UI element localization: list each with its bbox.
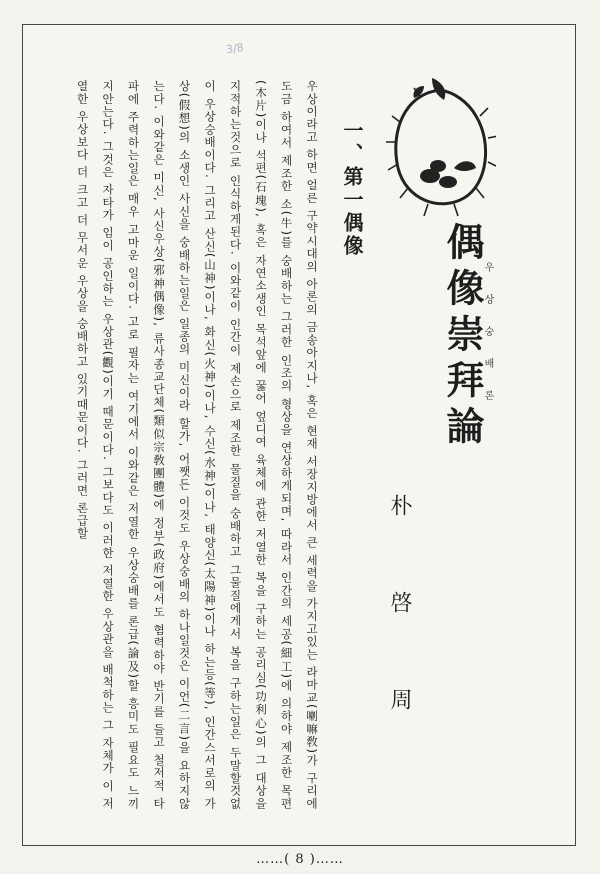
archive-stamp: 3/8 <box>225 40 245 57</box>
section-heading: 一、第一偶像 <box>340 120 364 258</box>
wreath-emblem-icon <box>384 72 496 220</box>
page-number: ……( 8 )…… <box>256 852 344 867</box>
author-name: 朴 啓 周 <box>387 494 412 744</box>
article-title: 偶像崇拜論 <box>440 222 485 452</box>
article-title-reading: 우상숭배론 <box>482 262 493 422</box>
article-body: 우상이라고 하면 얼른 구약시대의 아론의 금송아지나, 혹은 현재 서장지방에서 큰 세력을 가지고있는 라마교(喇嘛敎)가 구리에 도금 하여서 제조한 소(牛)를 숭배하는 그러한 인조의 형상을 연상하게되며, 따라서 인간의 세공(細工)에 의하야 제조한 목편(木片)이나 석편(石塊), 혹은 자연소생인 목석앞에 꿇어 엎디여 육체에 관한 저열한 복을 구하는 공리심(功利心)의 그 대상을 지적하는것으로 인식하게된다. 이와같이 인간이 제손으로 제조한 물질을 숭배하고 그물질에게서 복을 구하는일은 두말할것없이 우상숭배이다. 그리고 산신(山神)이나, 화신(火神)이나, 수신(水神)이나, 태양신(太陽神)이나 하는등(等), 인간스서로의 가상(假想)의 소생인 사신을 숭배하는일은 일종의 미신이라 할가, 어쨋든 이것도 우상숭배의 하나일것은 이언(二言)을 요하지않는다. 이와같은 미신, 사신우상(邪神偶像), 류사종교단체(類似宗敎團體)에 정부(政府)에서도 혐력하야 반기를 들고 철저적 타파에 주력하는일은 매우 고마운 일이다. 고로 필자는 여기에서 이와같은 저열한 우상숭배를 론급(論及)할 흥미도 필요도 느끼지안는다. 그것은 자타가 임이 공인하는 우상관(觀)이기 때문이다. 그보다도 이러한 저열한 우상관을 배척하는 그 자체가 이 저열한 우상보다 더 크고 더 무서운 우상을 숭배하고 있기때문이다. 그러면 론급할 <box>75 80 319 810</box>
